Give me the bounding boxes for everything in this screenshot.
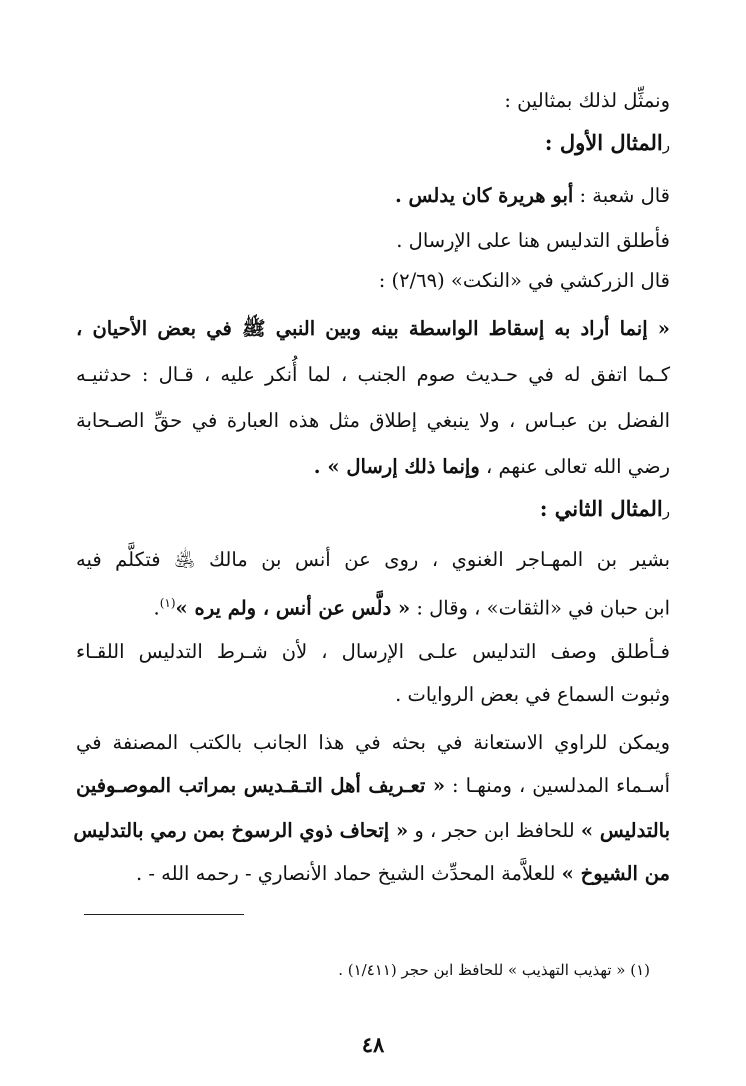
text-line-14: وثبوت السماع في بعض الروايات .: [395, 683, 670, 706]
footnote: (١) « تهذيب التهذيب » للحافظ ابن حجر (١/٤١١) .: [338, 961, 650, 979]
text-line-13: فـأطلق وصف التدليس علـى الإرسال ، لأن شـرط التدليس اللقـاء: [76, 640, 670, 663]
quote-line-1: « إنما أراد به إسقاط الواسطة بينه وبين النبي ﷺ في بعض الأحيان ،: [76, 317, 670, 340]
quote-line-4: رضي الله تعالى عنهم ، وإنما ذلك إرسال » .: [313, 455, 670, 478]
footnote-divider: [84, 914, 244, 915]
heading-first-example: رالمثال الأول :: [544, 130, 670, 155]
text-line-5: قال الزركشي في «النكت» (٢/٦٩) :: [378, 269, 670, 292]
text-line-16: أسـماء المدلسين ، ومنهـا : « تعـريف أهل التـقـديس بمراتب الموصـوفين: [76, 774, 670, 797]
text-line-4: فأطلق التدليس هنا على الإرسال .: [396, 229, 670, 252]
quote-line-3: الفضل بن عبـاس ، ولا ينبغي إطلاق مثل هذه العبارة في حقِّ الصـحابة: [76, 409, 670, 432]
footnote-ref: (١): [159, 596, 176, 610]
quote-line-2: كـما اتفق له في حـديث صوم الجنب ، لما أُنكر عليه ، قـال : حدثنيـه: [76, 363, 670, 386]
text-line-1: ونمثِّل لذلك بمثالين :: [504, 89, 670, 112]
text-line-12: ابن حبان في «الثقات» ، وقال : « دلَّس عن أنس ، ولم يره »$^{(١)}$.: [153, 596, 670, 620]
page-number: ٤٨: [361, 1032, 385, 1057]
heading-second-example: رالمثال الثاني :: [539, 496, 670, 521]
text-line-17: بالتدليس » للحافظ ابن حجر ، و « إتحاف ذوي الرسوخ بمن رمي بالتدليس: [73, 819, 670, 842]
text-line-18: من الشيوخ » للعلاَّمة المحدِّث الشيخ حماد الأنصاري - رحمه الله - .: [135, 862, 670, 885]
text-line-11: بشير بن المهـاجر الغنوي ، روى عن أنس بن مالك ﵁ فتكلَّم فيه: [76, 548, 670, 571]
text-line-3: قال شعبة : أبو هريرة كان يدلس .: [394, 184, 670, 207]
text-line-15: ويمكن للراوي الاستعانة في بحثه في هذا الجانب بالكتب المصنفة في: [76, 731, 670, 754]
